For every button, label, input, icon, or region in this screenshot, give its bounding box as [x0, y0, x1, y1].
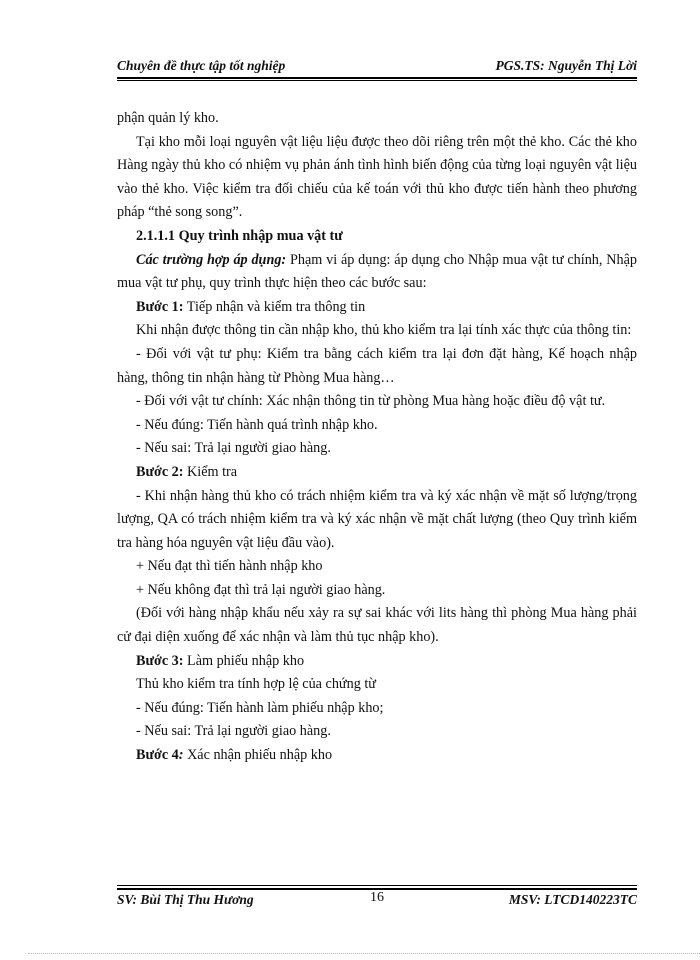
step-line	[117, 744, 637, 768]
step1-text: Tiếp nhận và kiểm tra thông tin	[183, 298, 366, 315]
step4-colon: :	[178, 747, 184, 764]
step3-text: Làm phiếu nhập kho	[183, 652, 305, 669]
paragraph: + Nếu không đạt thì trả lại người giao hàng.	[136, 581, 386, 598]
paragraph: phận quản lý kho.	[117, 110, 219, 126]
step2-label: Bước 2:	[136, 463, 184, 480]
page-number: 16	[370, 890, 384, 905]
step-line	[117, 650, 637, 674]
header-rule-thick	[117, 77, 637, 79]
footer-student-id: MSV: LTCD140223TC	[508, 892, 637, 907]
paragraph: - Nếu đúng: Tiến hành quá trình nhập kho.	[136, 416, 378, 433]
step-line	[117, 461, 637, 485]
paragraph: - Đối với vật tư phụ: Kiểm tra bằng cách kiểm tra lại đơn đặt hàng, Kế hoạch nhập hàng, thông tin nhận hàng từ Phòng Mua hàng…	[117, 345, 637, 386]
page-footer	[117, 892, 637, 912]
paragraph: - Nếu sai: Trả lại người giao hàng.	[136, 723, 331, 740]
step1-label: Bước 1:	[136, 298, 184, 315]
paragraph: - Khi nhận hàng thủ kho có trách nhiệm kiểm tra và ký xác nhận về mặt số lượng/trọng lượng, QA có trách nhiệm kiểm tra và ký xác nhận về mặt chất lượng (theo Quy trình kiểm tra hàng hóa nguyên vật liệu đầu vào).	[117, 487, 637, 551]
header-title: Chuyên đề thực tập tốt nghiệp	[117, 58, 286, 73]
footer-rule-thin	[117, 885, 637, 886]
step4-text: Xác nhận phiếu nhập kho	[183, 747, 333, 764]
cases-text: Phạm vi áp dụng: áp dụng cho Nhập mua vật tư chính, Nhập mua vật tư phụ, quy trình thực hiện theo các bước sau:	[117, 251, 637, 292]
paragraph: (Đối với hàng nhập khẩu nếu xảy ra sự sai khác với lits hàng thì phòng Mua hàng phải cử đại diện xuống để xác nhận và làm thủ tục nhập kho).	[117, 605, 637, 646]
paragraph: Thủ kho kiểm tra tính hợp lệ của chứng từ	[136, 676, 376, 693]
paragraph: Khi nhận được thông tin cần nhập kho, thủ kho kiểm tra lại tính xác thực của thông tin:	[136, 322, 632, 339]
section-heading: 2.1.1.1 Quy trình nhập mua vật tư	[136, 227, 343, 244]
step3-label: Bước 3:	[136, 652, 184, 669]
step4-label: Bước 4	[136, 747, 179, 764]
document-body	[117, 107, 637, 768]
page-edge	[28, 953, 700, 954]
header-rule-thin	[117, 80, 637, 81]
step-line	[117, 296, 637, 320]
paragraph	[117, 249, 637, 296]
paragraph: - Nếu đúng: Tiến hành làm phiếu nhập kho;	[136, 699, 384, 716]
header-author: PGS.TS: Nguyễn Thị Lời	[495, 58, 637, 73]
step2-text: Kiểm tra	[183, 463, 238, 480]
paragraph: - Nếu sai: Trả lại người giao hàng.	[136, 440, 331, 457]
paragraph: Tại kho mỗi loại nguyên vật liệu liệu được theo dõi riêng trên một thẻ kho. Các thẻ kho Hàng ngày thủ kho có nhiệm vụ phản ánh tình hình biến động của từng loại nguyên vật liệu vào thẻ kho. Việc kiểm tra đối chiếu của kế toán với thủ kho được tiến hành theo phương pháp “thẻ song song”.	[117, 133, 637, 221]
paragraph: - Đối với vật tư chính: Xác nhận thông tin từ phòng Mua hàng hoặc điều độ vật tư.	[136, 393, 606, 410]
footer-student: SV: Bùi Thị Thu Hương	[117, 892, 254, 907]
page-header	[117, 58, 637, 78]
paragraph: + Nếu đạt thì tiến hành nhập kho	[136, 558, 323, 575]
cases-label: Các trường hợp áp dụng:	[136, 251, 287, 268]
